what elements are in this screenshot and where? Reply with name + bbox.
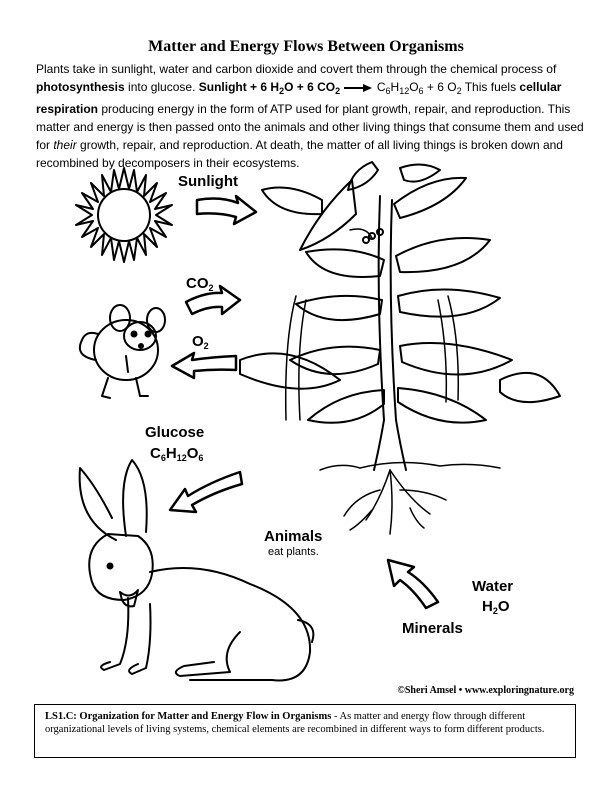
co2-text: CO — [186, 275, 209, 292]
eq-sub: 6 — [385, 86, 391, 96]
intro-text-1: Plants take in sunlight, water and carbon dioxide and covert them through the chemical process of — [36, 62, 557, 76]
water-arrow-icon — [388, 560, 438, 608]
label-water: Water — [472, 578, 514, 595]
eq-part: H — [390, 80, 400, 94]
h2o-part: O — [497, 598, 510, 615]
h2o-part: H — [482, 598, 493, 615]
label-animals: Animals — [264, 528, 323, 545]
label-glucose-formula — [150, 445, 203, 463]
o2-sub: 2 — [203, 341, 209, 351]
label-minerals: Minerals — [402, 620, 463, 637]
label-co2 — [186, 275, 214, 293]
gl-sub: 6 — [198, 453, 204, 463]
o2-arrow-icon — [172, 353, 236, 378]
page-title: Matter and Energy Flows Between Organisms — [148, 38, 464, 55]
eq-sub: 2 — [456, 86, 462, 96]
eq-sub: 6 — [418, 86, 424, 96]
label-glucose: Glucose — [145, 424, 205, 441]
roots-icon — [344, 470, 446, 534]
standard-text: - As matter and energy flow through different organizational levels of living systems, chemical elements are recombined in different ways to form different products. — [45, 711, 545, 735]
sunlight-arrow-icon — [197, 196, 256, 224]
eq-sub: 12 — [399, 86, 410, 96]
eq-part: O + 6 CO — [284, 80, 336, 94]
gl-part: C — [150, 445, 161, 462]
term-cellular-respiration: cellular respiration — [36, 80, 562, 116]
intro-text-4: producing energy in the form of ATP used for plant growth, repair, and reproduction. This matter and energy is then passed onto the animals and other living things that consume them and used for — [36, 102, 584, 152]
eq-part: + 6 O — [423, 80, 457, 94]
eq-part: Sunlight + 6 H — [198, 80, 280, 94]
soil-line — [320, 462, 500, 470]
intro-text-5: growth, repair, and reproduction. At death, the matter of all living things is broken down and recombined by decomposers in their ecosystems. — [36, 138, 563, 170]
plant-icon — [240, 162, 560, 470]
gl-sub: 6 — [160, 453, 166, 463]
rabbit-icon — [80, 460, 314, 680]
eq-part: O — [409, 80, 419, 94]
label-o2 — [192, 333, 209, 351]
label-h2o — [482, 598, 510, 616]
intro-text-3: This fuels — [461, 80, 520, 94]
intro-text-2: into glucose. — [124, 80, 199, 94]
eq-part: C — [376, 80, 386, 94]
glucose-arrow-icon — [170, 472, 242, 512]
term-their: their — [53, 138, 77, 152]
gl-part: O — [186, 445, 199, 462]
label-eat-plants: eat plants. — [268, 546, 319, 558]
gl-part: H — [165, 445, 177, 462]
standard-box — [34, 704, 576, 758]
term-photosynthesis: photosynthesis — [36, 80, 125, 94]
mouse-icon — [80, 305, 165, 398]
standard-code: LS1.C: Organization for Matter and Energy Flow in Organisms — [45, 711, 332, 722]
gl-sub: 12 — [176, 453, 187, 463]
eq-sub: 2 — [279, 86, 285, 96]
credit-line: ©Sheri Amsel • www.exploringnature.org — [397, 685, 574, 696]
co2-sub: 2 — [208, 283, 214, 293]
o2-text: O — [192, 333, 204, 350]
eq-sub: 2 — [335, 86, 341, 96]
h2o-sub: 2 — [492, 606, 498, 616]
label-sunlight: Sunlight — [178, 173, 238, 190]
sun-icon — [76, 168, 172, 262]
